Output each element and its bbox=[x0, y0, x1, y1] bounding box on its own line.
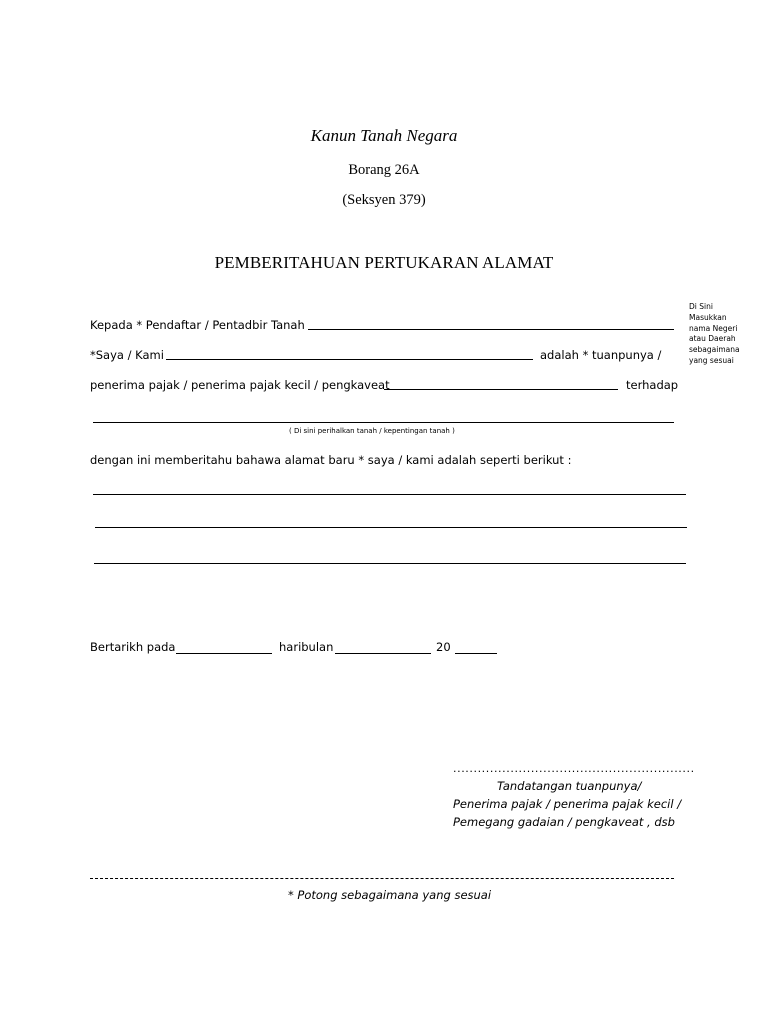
side-note-line: nama Negeri bbox=[689, 323, 738, 333]
land-description-hint: ( Di sini perihalkan tanah / kepentingan tanah ) bbox=[289, 427, 455, 435]
signature-caption-2: Penerima pajak / penerima pajak kecil / bbox=[453, 797, 682, 811]
side-note-line: sebagaimana bbox=[689, 345, 740, 355]
side-note-line: Di Sini bbox=[689, 302, 713, 311]
saya-kami-label: *Saya / Kami bbox=[90, 348, 164, 362]
address-line-1[interactable] bbox=[93, 494, 686, 495]
section-reference: (Seksyen 379) bbox=[342, 192, 426, 208]
date-day-field[interactable] bbox=[176, 653, 272, 654]
year-prefix-label: 20 bbox=[436, 640, 451, 654]
land-description-field[interactable] bbox=[93, 422, 674, 423]
lessee-field[interactable] bbox=[384, 389, 618, 390]
notice-text: dengan ini memberitahu bahawa alamat baru * saya / kami adalah seperti berikut : bbox=[90, 453, 572, 467]
side-note bbox=[689, 302, 759, 367]
side-note-line: yang sesuai bbox=[689, 355, 734, 365]
address-line-3[interactable] bbox=[94, 563, 686, 564]
penerima-label: penerima pajak / penerima pajak kecil / pengkaveat bbox=[90, 378, 390, 392]
signature-caption-1: Tandatangan tuanpunya/ bbox=[497, 779, 642, 793]
side-note-line: atau Daerah bbox=[689, 334, 736, 344]
bertarikh-label: Bertarikh pada bbox=[90, 640, 176, 654]
owner-name-field[interactable] bbox=[166, 359, 533, 360]
signature-line[interactable]: ........................................................... bbox=[453, 762, 695, 775]
registrar-name-field[interactable] bbox=[308, 329, 674, 330]
haribulan-label: haribulan bbox=[279, 640, 334, 654]
address-line-2[interactable] bbox=[95, 527, 687, 528]
law-title: Kanun Tanah Negara bbox=[310, 126, 458, 145]
kepada-label: Kepada * Pendaftar / Pentadbir Tanah bbox=[90, 318, 305, 332]
date-year-field[interactable] bbox=[455, 653, 497, 654]
date-month-field[interactable] bbox=[335, 653, 431, 654]
footer-note: * Potong sebagaimana yang sesuai bbox=[288, 888, 492, 902]
side-note-line: Masukkan bbox=[689, 312, 727, 322]
adalah-label: adalah * tuanpunya / bbox=[540, 348, 662, 362]
form-number: Borang 26A bbox=[348, 162, 420, 178]
form-heading: PEMBERITAHUAN PERTUKARAN ALAMAT bbox=[214, 253, 554, 272]
terhadap-label: terhadap bbox=[626, 378, 679, 392]
signature-caption-3: Pemegang gadaian / pengkaveat , dsb bbox=[453, 815, 675, 829]
cut-line-divider bbox=[90, 878, 674, 879]
